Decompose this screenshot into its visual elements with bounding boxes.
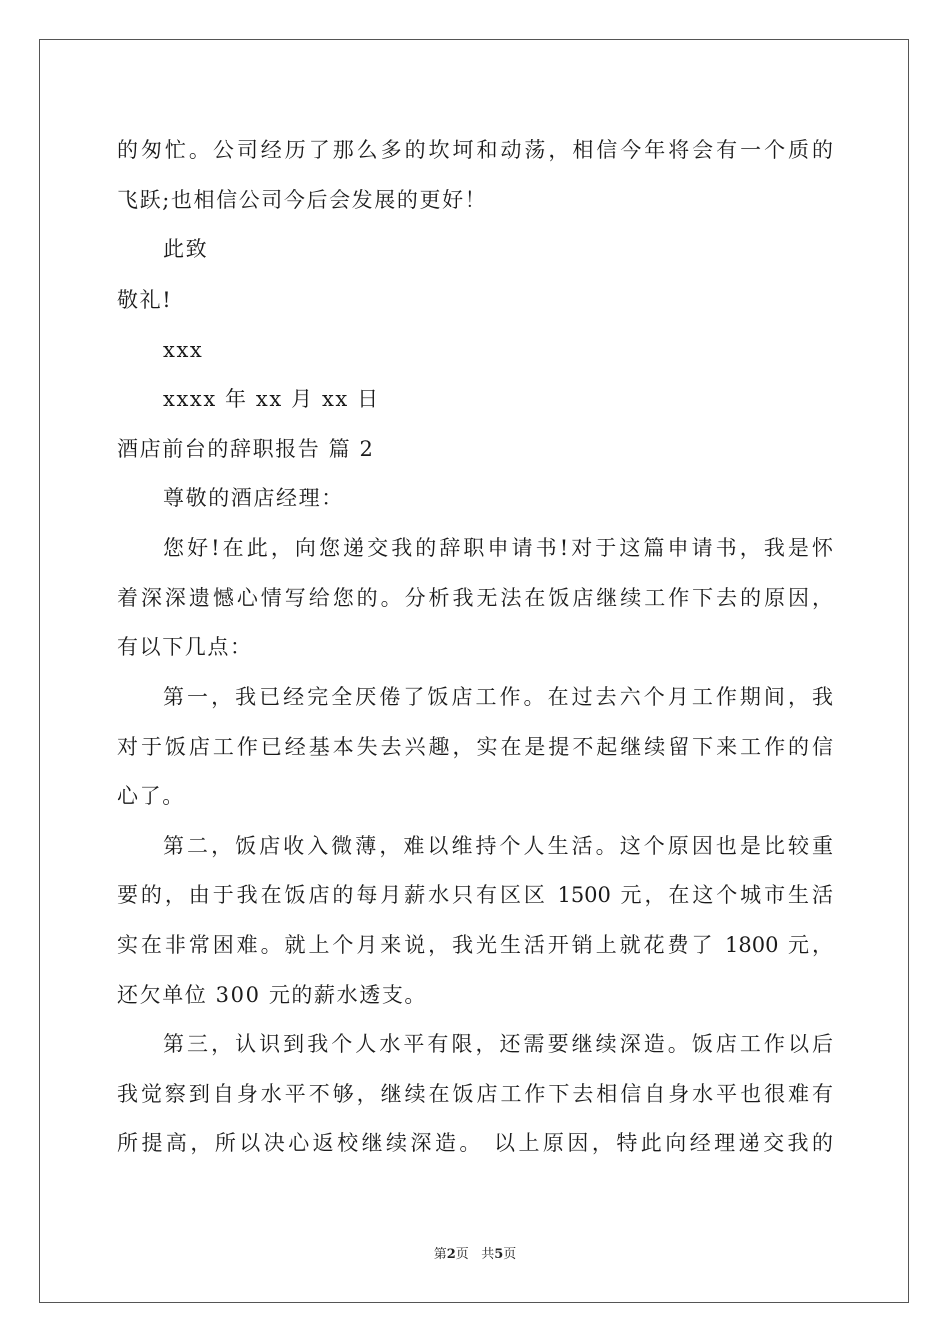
body-line-20: 我觉察到自身水平不够，继续在饭店工作下去相信自身水平也很难有 xyxy=(117,1082,833,1106)
page-total-suffix: 页 xyxy=(503,1247,517,1262)
signature-name: xxx xyxy=(163,338,204,362)
body-line-17: 实在非常困难。就上个月来说，我光生活开销上就花费了 1800 元， xyxy=(117,933,833,957)
signature-date: xxxx 年 xx 月 xx 日 xyxy=(163,387,380,411)
page-border xyxy=(39,39,909,1303)
body-line-18: 还欠单位 300 元的薪水透支。 xyxy=(117,983,428,1007)
page-footer xyxy=(0,1247,950,1263)
page-number-prefix: 第 xyxy=(433,1247,447,1262)
letter-greeting: 尊敬的酒店经理： xyxy=(163,486,344,510)
body-line-10: 着深深遗憾心情写给您的。分析我无法在饭店继续工作下去的原因， xyxy=(117,586,833,610)
closing-regards: 敬礼! xyxy=(117,288,173,312)
body-line-12: 第一，我已经完全厌倦了饭店工作。在过去六个月工作期间，我 xyxy=(163,685,833,709)
body-line-2: 飞跃;也相信公司今后会发展的更好！ xyxy=(117,188,488,212)
closing-salutation: 此致 xyxy=(163,237,209,261)
page-number-total: 5 xyxy=(494,1247,504,1262)
body-line-19: 第三，认识到我个人水平有限，还需要继续深造。饭店工作以后 xyxy=(163,1032,833,1056)
body-line-16: 要的，由于我在饭店的每月薪水只有区区 1500 元，在这个城市生活 xyxy=(117,883,833,907)
page-number-suffix: 页 xyxy=(455,1247,469,1262)
body-line-9: 您好!在此，向您递交我的辞职申请书!对于这篇申请书，我是怀 xyxy=(163,536,833,560)
section-heading: 酒店前台的辞职报告 篇 2 xyxy=(117,437,375,461)
page-number-current: 2 xyxy=(446,1247,456,1262)
body-line-1: 的匆忙。公司经历了那么多的坎坷和动荡，相信今年将会有一个质的 xyxy=(117,138,833,162)
body-line-21: 所提高，所以决心返校继续深造。 以上原因，特此向经理递交我的 xyxy=(117,1131,833,1155)
body-line-15: 第二，饭店收入微薄，难以维持个人生活。这个原因也是比较重 xyxy=(163,834,833,858)
page-total-prefix: 共 xyxy=(481,1247,495,1262)
body-line-14: 心了。 xyxy=(117,784,185,808)
body-line-13: 对于饭店工作已经基本失去兴趣，实在是提不起继续留下来工作的信 xyxy=(117,735,833,759)
body-line-11: 有以下几点： xyxy=(117,635,253,659)
